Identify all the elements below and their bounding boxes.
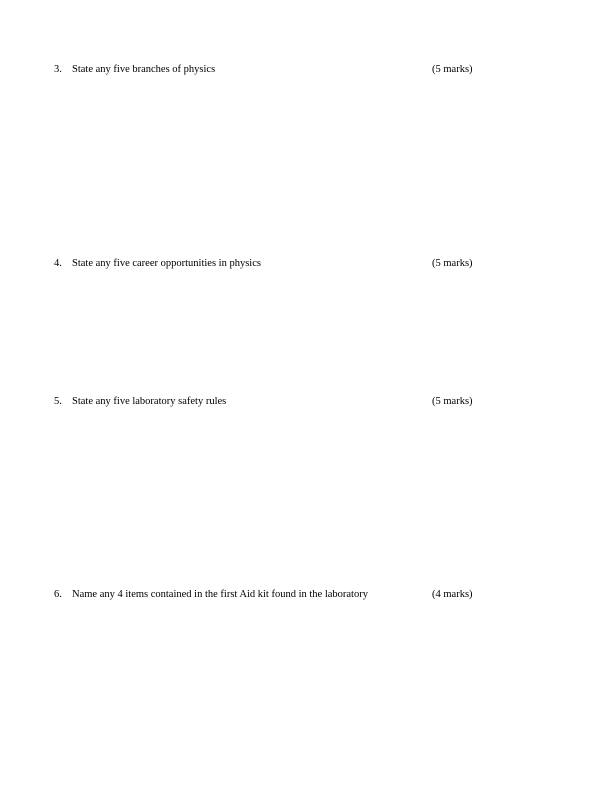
question-marks: (4 marks) bbox=[432, 589, 473, 600]
question-number: 4. bbox=[54, 258, 62, 269]
question-number: 5. bbox=[54, 396, 62, 407]
question-marks: (5 marks) bbox=[432, 258, 473, 269]
question-5 bbox=[0, 396, 612, 410]
question-4 bbox=[0, 258, 612, 272]
question-text: Name any 4 items contained in the first Aid kit found in the laboratory bbox=[72, 589, 368, 600]
question-6 bbox=[0, 589, 612, 603]
question-number: 6. bbox=[54, 589, 62, 600]
question-text: State any five laboratory safety rules bbox=[72, 396, 227, 407]
question-text: State any five branches of physics bbox=[72, 64, 216, 75]
question-3 bbox=[0, 64, 612, 78]
question-marks: (5 marks) bbox=[432, 396, 473, 407]
question-number: 3. bbox=[54, 64, 62, 75]
question-marks: (5 marks) bbox=[432, 64, 473, 75]
question-text: State any five career opportunities in physics bbox=[72, 258, 261, 269]
